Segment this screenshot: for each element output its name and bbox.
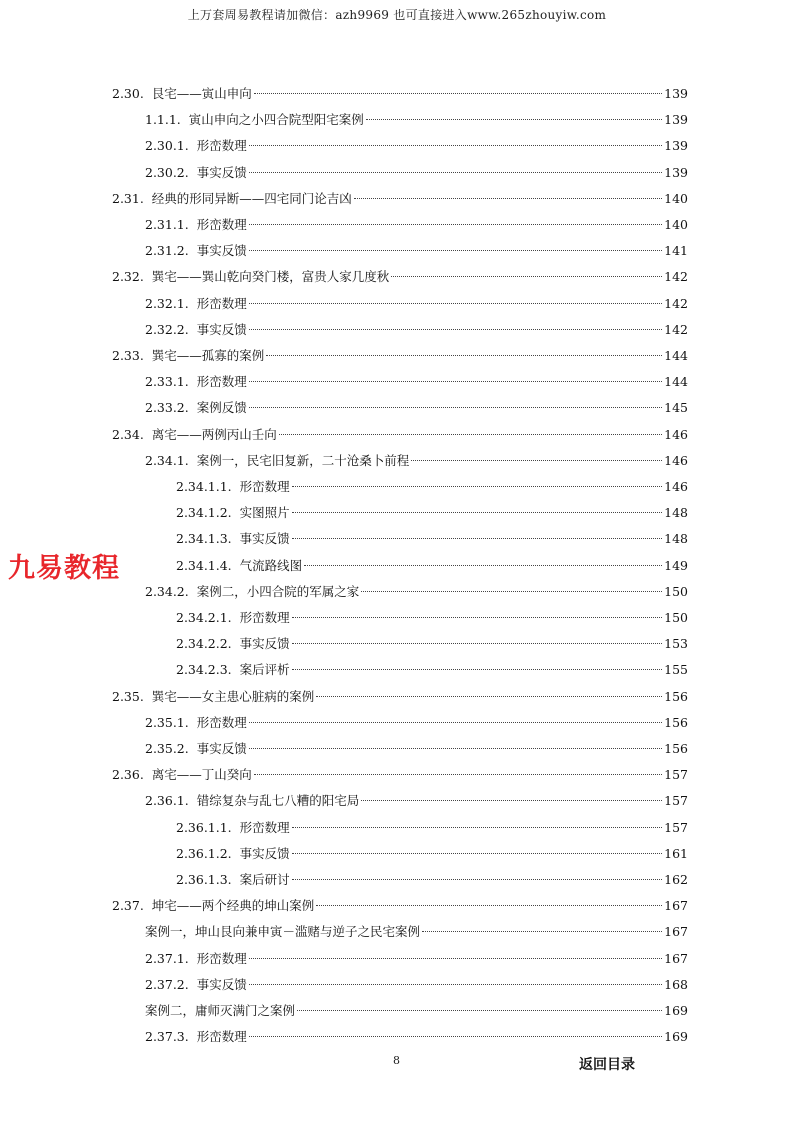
toc-entry[interactable] [145, 1027, 688, 1047]
toc-entry-page: 142 [664, 295, 688, 311]
toc-entry[interactable] [176, 529, 688, 549]
toc-entry-number: 2.34.1.4. [176, 557, 240, 573]
toc-entry-page: 140 [664, 217, 688, 232]
toc-entry[interactable] [145, 713, 688, 733]
toc-entry-title: 经典的形同异断——四宅同门论吉凶 [151, 190, 352, 206]
toc-entry-title: 事实反馈 [239, 636, 290, 652]
toc-entry-number: 2.34.2.2. [176, 636, 240, 652]
toc-entry-page: 146 [664, 479, 688, 494]
toc-entry[interactable] [145, 398, 688, 418]
toc-dot-leader [292, 643, 663, 644]
toc-entry-page: 150 [664, 610, 688, 625]
toc-entry-page: 168 [664, 976, 688, 992]
toc-entry-page: 140 [664, 190, 688, 206]
toc-entry-page: 156 [664, 688, 688, 704]
toc-entry-number: 2.34.2.3. [176, 662, 240, 678]
toc-entry-number: 2.31.1. [145, 217, 197, 232]
toc-entry-page: 153 [664, 636, 688, 652]
toc-entry-title: 错综复杂与乱七八糟的阳宅局 [196, 793, 360, 809]
toc-entry-number: 2.30.2. [145, 164, 197, 180]
toc-entry[interactable] [145, 922, 688, 942]
toc-dot-leader [304, 565, 662, 566]
toc-entry-number: 2.36.1. [145, 793, 197, 809]
toc-entry[interactable] [145, 739, 688, 759]
toc-dot-leader [279, 434, 662, 435]
toc-dot-leader [249, 722, 662, 723]
toc-entry-number: 2.34.1.2. [176, 505, 240, 521]
toc-entry-page: 139 [664, 138, 688, 154]
toc-entry-title: 事实反馈 [239, 845, 290, 861]
toc-dot-leader [249, 224, 662, 225]
toc-entry[interactable] [112, 346, 688, 366]
toc-entry-number: 2.34.1.3. [176, 531, 240, 547]
toc-dot-leader [292, 512, 663, 513]
toc-entry[interactable] [176, 870, 688, 890]
toc-entry-page: 169 [664, 1003, 688, 1018]
toc-dot-leader [249, 1036, 662, 1037]
toc-entry-page: 162 [664, 872, 688, 887]
toc-entry-number: 2.33. [112, 348, 152, 363]
toc-dot-leader [292, 669, 663, 670]
toc-entry-title: 案例二，小四合院的军属之家 [196, 583, 360, 599]
toc-entry-title: 艮宅——寅山申向 [151, 86, 252, 101]
toc-entry-number: 2.32.2. [145, 321, 197, 337]
toc-entry[interactable] [145, 582, 688, 602]
toc-entry-page: 148 [664, 531, 688, 547]
toc-dot-leader [391, 276, 662, 277]
toc-dot-leader [316, 696, 662, 697]
toc-entry[interactable] [145, 791, 688, 811]
toc-dot-leader [316, 905, 662, 906]
toc-entry-title: 事实反馈 [196, 243, 247, 259]
toc-entry[interactable] [176, 634, 688, 654]
toc-entry-title: 离宅——丁山癸向 [151, 767, 252, 783]
toc-dot-leader [292, 617, 663, 618]
toc-entry-number: 2.35.1. [145, 714, 197, 730]
toc-entry[interactable] [145, 320, 688, 340]
toc-entry-number: 2.36. [112, 767, 152, 783]
toc-entry[interactable] [145, 975, 688, 995]
toc-entry-page: 150 [664, 583, 688, 599]
toc-entry[interactable] [145, 241, 688, 261]
toc-dot-leader [249, 958, 662, 959]
toc-entry-page: 157 [664, 819, 688, 835]
toc-entry-number: 2.36.1.2. [176, 845, 240, 861]
toc-entry-number: 2.37.3. [145, 1029, 197, 1045]
toc-entry-title: 案例一，民宅旧复新，二十沧桑卜前程 [196, 452, 410, 468]
toc-entry-page: 157 [664, 793, 688, 809]
toc-entry-title: 案例反馈 [196, 400, 247, 416]
toc-entry[interactable] [176, 660, 688, 680]
toc-dot-leader [254, 93, 662, 94]
toc-entry-page: 161 [664, 845, 688, 861]
toc-entry-page: 141 [664, 243, 688, 259]
toc-dot-leader [411, 460, 662, 461]
toc-entry-title: 形峦数理 [196, 295, 247, 311]
toc-entry[interactable] [176, 477, 688, 497]
toc-dot-leader [249, 748, 662, 749]
toc-entry[interactable] [145, 163, 688, 183]
toc-entry[interactable] [145, 949, 688, 969]
page-number: 8 [393, 1054, 400, 1067]
toc-entry-title: 坤宅——两个经典的坤山案例 [151, 898, 315, 914]
toc-entry-page: 148 [664, 505, 688, 521]
toc-entry-page: 142 [664, 321, 688, 337]
toc-entry[interactable] [112, 896, 688, 916]
toc-dot-leader [361, 800, 662, 801]
toc-dot-leader [266, 355, 662, 356]
toc-dot-leader [361, 591, 662, 592]
toc-dot-leader [254, 774, 662, 775]
toc-entry[interactable] [176, 818, 688, 838]
toc-entry-number: 2.35.2. [145, 741, 197, 756]
toc-dot-leader [292, 827, 663, 828]
toc-dot-leader [249, 250, 662, 251]
toc-entry-title: 巽宅——巽山乾向癸门楼，富贵人家几度秋 [151, 269, 390, 285]
toc-dot-leader [249, 407, 662, 408]
toc-entry-title: 形峦数理 [196, 138, 247, 154]
back-to-contents-link[interactable]: 返回目录 [579, 1057, 635, 1073]
toc-entry-title: 形峦数理 [196, 374, 247, 390]
toc-entry[interactable] [112, 425, 688, 445]
toc-entry-title: 巽宅——女主患心脏病的案例 [151, 688, 315, 704]
toc-entry-number: 2.32. [112, 269, 152, 285]
toc-entry-page: 155 [664, 662, 688, 678]
toc-entry-number: 2.36.1.1. [176, 819, 240, 835]
toc-entry-number: 2.37.2. [145, 976, 197, 992]
toc-entry-number: 2.33.2. [145, 400, 197, 416]
toc-entry-title: 形峦数理 [196, 217, 247, 232]
toc-entry-page: 167 [664, 898, 688, 914]
toc-entry-page: 144 [664, 374, 688, 390]
toc-dot-leader [249, 329, 662, 330]
toc-entry-number: 2.30. [112, 86, 152, 101]
toc-dot-leader [249, 303, 662, 304]
toc-entry-number: 2.37.1. [145, 950, 197, 966]
page-header: 上万套周易教程请加微信：azh9969 也可直接进入www.265zhouyiw.com [187, 8, 607, 22]
toc-entry-title: 事实反馈 [196, 321, 247, 337]
watermark-logo: 九易教程 [8, 553, 120, 584]
toc-entry-page: 139 [664, 86, 688, 101]
toc-entry[interactable] [145, 451, 688, 471]
toc-entry[interactable] [145, 110, 688, 130]
toc-entry-title: 案例一，坤山艮向兼申寅－滥赌与逆子之民宅案例 [145, 924, 421, 940]
toc-entry-number: 2.33.1. [145, 374, 197, 390]
toc-entry[interactable] [112, 765, 688, 785]
toc-entry-page: 157 [664, 767, 688, 783]
toc-entry-number: 2.34.1. [145, 452, 197, 468]
toc-dot-leader [292, 486, 663, 487]
toc-entry-number: 2.31.2. [145, 243, 197, 259]
toc-entry-title: 案例二，庸师灭满门之案例 [145, 1003, 296, 1018]
toc-entry-title: 事实反馈 [196, 741, 247, 756]
toc-entry[interactable] [176, 556, 688, 576]
toc-entry-title: 事实反馈 [239, 531, 290, 547]
toc-entry-title: 事实反馈 [196, 164, 247, 180]
toc-entry-title: 案后研讨 [239, 872, 290, 887]
toc-entry-title: 事实反馈 [196, 976, 247, 992]
toc-entry[interactable] [145, 215, 688, 235]
toc-entry-page: 144 [664, 348, 688, 363]
toc-entry-title: 形峦数理 [196, 714, 247, 730]
toc-entry-title: 巽宅——孤寡的案例 [151, 348, 265, 363]
toc-entry-page: 145 [664, 400, 688, 416]
toc-entry-title: 形峦数理 [239, 610, 290, 625]
toc-entry-number: 2.35. [112, 688, 152, 704]
toc-dot-leader [249, 984, 662, 985]
toc-entry-title: 形峦数理 [196, 950, 247, 966]
toc-entry-page: 156 [664, 741, 688, 756]
toc-entry-number: 2.36.1.3. [176, 872, 240, 887]
toc-dot-leader [354, 198, 662, 199]
toc-entry-page: 167 [664, 924, 688, 940]
toc-entry-number: 2.34.1.1. [176, 479, 240, 494]
toc-entry-page: 149 [664, 557, 688, 573]
toc-entry[interactable] [176, 503, 688, 523]
toc-entry-title: 实图照片 [239, 505, 290, 521]
toc-entry-number: 1.1.1. [145, 112, 189, 128]
toc-entry-page: 156 [664, 714, 688, 730]
toc-dot-leader [292, 538, 663, 539]
toc-entry[interactable] [145, 1001, 688, 1021]
toc-entry-page: 139 [664, 164, 688, 180]
toc-entry-title: 案后评析 [239, 662, 290, 678]
toc-entry-number: 2.34. [112, 426, 152, 442]
toc-dot-leader [292, 879, 663, 880]
toc-entry[interactable] [145, 136, 688, 156]
toc-entry[interactable] [112, 189, 688, 209]
toc-entry-page: 146 [664, 452, 688, 468]
toc-entry[interactable] [145, 294, 688, 314]
toc-entry-page: 139 [664, 112, 688, 128]
toc-dot-leader [292, 853, 663, 854]
toc-entry[interactable] [176, 608, 688, 628]
toc-entry-number: 2.34.2.1. [176, 610, 240, 625]
toc-entry-title: 气流路线图 [239, 557, 303, 573]
toc-entry-number: 2.32.1. [145, 295, 197, 311]
toc-dot-leader [249, 381, 662, 382]
toc-entry-number: 2.37. [112, 898, 152, 914]
toc-entry-title: 形峦数理 [239, 819, 290, 835]
toc-entry[interactable] [145, 372, 688, 392]
toc-entry-page: 167 [664, 950, 688, 966]
toc-entry-number: 2.34.2. [145, 583, 197, 599]
toc-entry[interactable] [112, 267, 688, 287]
toc-entry-page: 142 [664, 269, 688, 285]
toc-entry-title: 形峦数理 [196, 1029, 247, 1045]
toc-entry-title: 寅山申向之小四合院型阳宅案例 [188, 112, 364, 128]
toc-entry[interactable] [176, 844, 688, 864]
toc-dot-leader [422, 931, 662, 932]
toc-entry-title: 形峦数理 [239, 479, 290, 494]
toc-entry[interactable] [112, 84, 688, 104]
toc-dot-leader [249, 172, 662, 173]
toc-entry[interactable] [112, 687, 688, 707]
toc-entry-number: 2.31. [112, 190, 152, 206]
toc-entry-number: 2.30.1. [145, 138, 197, 154]
toc-dot-leader [366, 119, 662, 120]
toc-dot-leader [249, 145, 662, 146]
toc-entry-page: 146 [664, 426, 688, 442]
toc-entry-title: 离宅——两例丙山壬向 [151, 426, 277, 442]
toc-dot-leader [297, 1010, 662, 1011]
toc-entry-page: 169 [664, 1029, 688, 1045]
